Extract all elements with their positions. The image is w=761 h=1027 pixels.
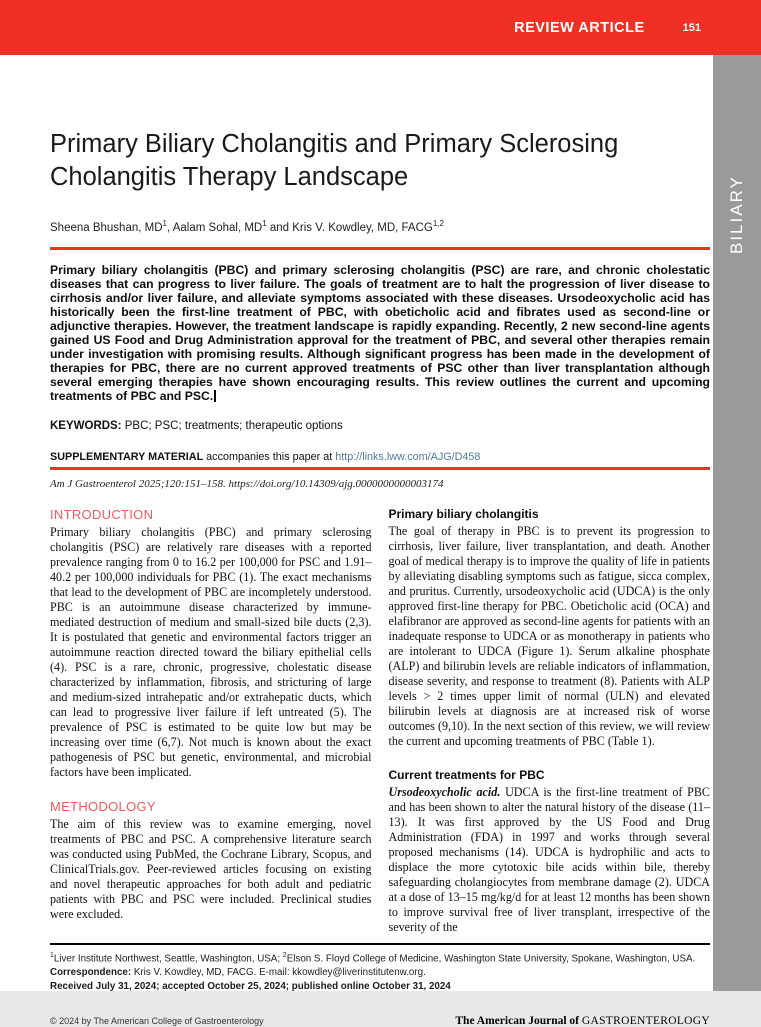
pbc-text: The goal of therapy in PBC is to prevent its progression to cirrhosis, liver failure, liver transplantation, and death. Another goal of medical therapy is to improve the quality of life in patients by alleviating disabling symptoms such as fatigue, sicca complex, and pruritus. Currently, ursodeoxycholic acid (UDCA) is the only approved first-line therapy for PBC. Obeticholic acid (OCA) and elafibranor are approved as second-line agents for patients with an inadequate response to UDCA or as monotherapy in patients who are intolerant to UDCA (Figure 1). Serum alkaline phosphate (ALP) and bilirubin levels are reliable indicators of inflammation, disease severity, and response to treatment (8). Patients with ALP levels > 2 times upper limit of normal (ULN) and elevated bilirubin levels at diagnosis are at increased risk of worse outcomes (9,10). In the next section of this review, we will review the current and upcoming treatments of PBC (Table 1). bbox=[388, 524, 710, 749]
footnote-divider bbox=[50, 943, 710, 945]
correspondence-label: Correspondence: bbox=[50, 967, 132, 979]
introduction-text: Primary biliary cholangitis (PBC) and primary sclerosing cholangitis (PSC) are relatively rare diseases with a reported prevalence ranging from 0 to 16.2 per 100,000 for PSC and 1.91–40.2 per 100,000 individuals for PBC (1). The exact mechanisms that lead to the development of PBC are incompletely understood. PBC is an autoimmune disease characterized by immune-mediated destruction of medium and small-sized bile ducts (2,3). It is postulated that genetic and environmental factors trigger an autoimmune reaction directed toward the biliary epithelial cells (4). PSC is a rare, chronic, progressive, cholestatic disease characterized by inflammation, fibrosis, and stricturing of large and medium-sized intrahepatic and/or extrahepatic ducts, which can lead to progressive liver failure if left untreated (5). The prevalence of PSC is estimated to be quite low but may be increasing over time (6,7). Not much is known about the exact pathogenesis of PSC but genetic, environmental, and microbial factors have been implicated. bbox=[50, 525, 372, 780]
review-article-label: REVIEW ARTICLE bbox=[514, 19, 645, 36]
authors-line bbox=[50, 219, 710, 234]
keywords-text: PBC; PSC; treatments; therapeutic options bbox=[121, 420, 343, 433]
footnotes-block bbox=[50, 951, 710, 993]
affiliation-1-sup: 1 bbox=[50, 952, 54, 960]
article-content bbox=[50, 128, 710, 1027]
introduction-heading: INTRODUCTION bbox=[50, 507, 154, 523]
udca-lead-in: Ursodeoxycholic acid. bbox=[388, 785, 501, 800]
header-bar bbox=[0, 0, 761, 55]
journal-name-prefix: The American Journal of bbox=[455, 1015, 582, 1027]
footer-bar bbox=[50, 1015, 710, 1027]
abstract-text: Primary biliary cholangitis (PBC) and primary sclerosing cholangitis (PSC) are rare, and chronic cholestatic diseases that can progress to liver failure. The goals of treatment are to halt the progression of liver disease to cirrhosis and/or liver failure, and alleviate symptoms associated with these diseases. Ursodeoxycholic acid has historically been the first-line treatment of PBC, with obeticholic acid and fibrates used as second-line or adjunctive therapies. However, the treatment landscape is rapidly expanding. Recently, 2 new second-line agents gained US Food and Drug Administration approval for the treatment of PBC, and several other therapies remain under investigation with promising results. Although significant progress has been made in the development of therapies for PBC, there are no current approved treatments of PSC other than liver transplantation although several emerging therapies have shown encouraging results. This review outlines the current and upcoming treatments of PBC and PSC. bbox=[50, 263, 710, 404]
author-2-affiliation-sup: 1 bbox=[262, 219, 267, 229]
two-column-body bbox=[50, 507, 710, 935]
page-number: 151 bbox=[682, 21, 701, 34]
supplementary-label: SUPPLEMENTARY MATERIAL bbox=[50, 451, 204, 464]
author-3-affiliation-sup: 1,2 bbox=[432, 219, 444, 229]
correspondence-line bbox=[50, 966, 710, 980]
affiliation-2-sup: 2 bbox=[282, 952, 287, 960]
pbc-heading: Primary biliary cholangitis bbox=[388, 507, 539, 522]
article-title: Primary Biliary Cholangitis and Primary Sclerosing Cholangitis Therapy Landscape bbox=[50, 130, 619, 191]
red-divider-citation bbox=[50, 467, 710, 470]
supplementary-text: accompanies this paper at bbox=[203, 451, 336, 464]
udca-paragraph bbox=[389, 785, 711, 935]
right-column bbox=[389, 507, 711, 935]
journal-name bbox=[455, 1015, 710, 1027]
methodology-heading: METHODOLOGY bbox=[50, 799, 156, 815]
affiliation-1: Liver Institute Northwest, Seattle, Washington, USA; bbox=[53, 953, 283, 965]
side-tab-label: BILIARY bbox=[727, 175, 746, 255]
author-2: , Aalam Sohal, MD bbox=[166, 222, 263, 235]
author-1: Sheena Bhushan, MD bbox=[50, 222, 163, 235]
received-line: Received July 31, 2024; accepted October 25, 2024; published online October 31, 2024 bbox=[50, 980, 451, 992]
correspondence-text: Kris V. Kowdley, MD, FACG. E-mail: kkowdley@liverinstitutenw.org. bbox=[131, 967, 426, 979]
supplementary-link[interactable]: http://links.lww.com/AJG/D458 bbox=[335, 451, 481, 464]
methodology-text: The aim of this review was to examine emerging, novel treatments of PBC and PSC. A comprehensive literature search was conducted using PubMed, the Cochrane Library, Scopus, and ClinicalTrials.gov. Peer-reviewed articles focusing on existing and novel therapeutic approaches for both adult and pediatric patients with PBC and PSC were included. Preclinical studies were excluded. bbox=[50, 817, 372, 922]
section-side-tab bbox=[713, 55, 761, 991]
supplementary-line bbox=[50, 451, 710, 463]
current-treatments-heading: Current treatments for PBC bbox=[388, 768, 545, 783]
copyright-notice: © 2024 by The American College of Gastroenterology bbox=[50, 1016, 264, 1027]
journal-name-caps: GASTROENTEROLOGY bbox=[581, 1015, 710, 1027]
left-column bbox=[50, 507, 372, 935]
author-1-affiliation-sup: 1 bbox=[162, 219, 167, 229]
affiliations-line bbox=[50, 951, 710, 966]
citation-line: Am J Gastroenterol 2025;120:151–158. https://doi.org/10.14309/ajg.0000000000003174 bbox=[50, 478, 444, 491]
udca-text: UDCA is the first-line treatment of PBC and has been shown to alter the natural history of the disease (11–13). It was first approved by the US Food and Drug Administration (FDA) in 1997 and works through several proposed mechanisms (14). UDCA is hydrophilic and acts to displace the more cytotoxic bile acids within bile, thereby safeguarding cholangiocytes from membrane damage (2). UDCA at a dose of 13–15 mg/kg/d for at least 12 months has been shown to improve survival free of liver transplant, irrespective of the severity of the bbox=[388, 785, 710, 935]
abstract-paragraph bbox=[50, 263, 710, 403]
text-caret bbox=[214, 390, 216, 402]
keywords-line bbox=[50, 420, 710, 432]
keywords-label: KEYWORDS: bbox=[50, 420, 122, 433]
red-divider-top bbox=[50, 247, 710, 250]
affiliation-2: Elson S. Floyd College of Medicine, Washington State University, Spokane, Washington, USA. bbox=[286, 953, 696, 965]
author-3: and Kris V. Kowdley, MD, FACG bbox=[266, 222, 433, 235]
